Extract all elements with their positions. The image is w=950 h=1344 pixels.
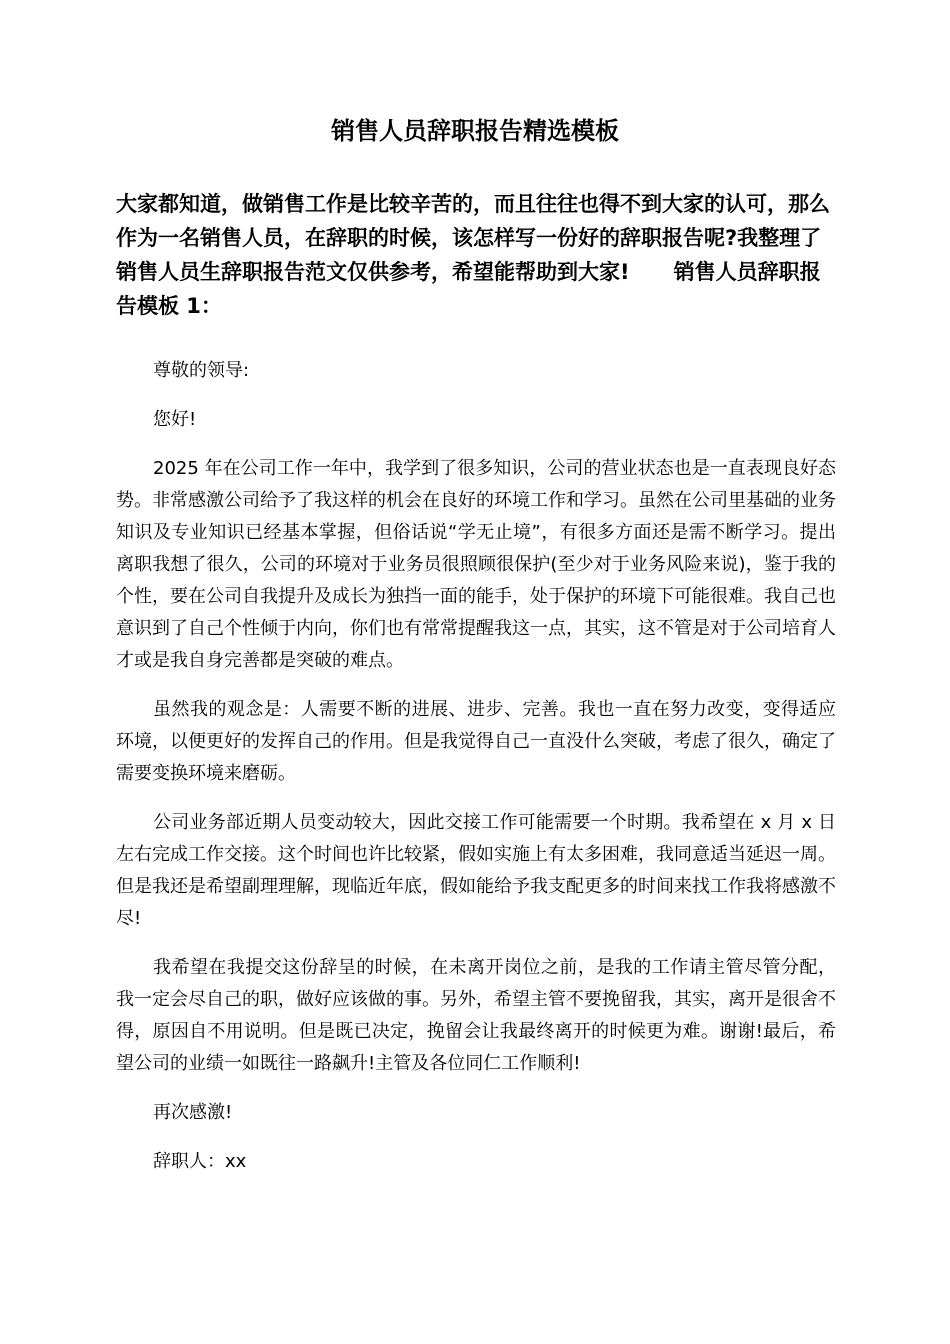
body-paragraph: 我希望在我提交这份辞呈的时候，在未离开岗位之前，是我的工作请主管尽管分配，我一定会尽自己的职，做好应该做的事。另外，希望主管不要挽留我，其实，离开是很舍不得，原因自不用说明。但是既已决定，挽留会让我最终离开的时候更为难。谢谢!最后，希望公司的业绩一如既往一路飙升!主管及各位同仁工作顺利! — [116, 957, 836, 1074]
body-paragraph: 2025 年在公司工作一年中，我学到了很多知识，公司的营业状态也是一直表现良好态势。非常感激公司给予了我这样的机会在良好的环境工作和学习。虽然在公司里基础的业务知识及专业知识已经基本掌握，但俗话说“学无止境”，有很多方面还是需不断学习。提出离职我想了很久，公司的环境对于业务员很照顾很保护(至少对于业务风险来说)，鉴于我的个性，要在公司自我提升及成长为独挡一面的能手，处于保护的环境下可能很难。我自己也意识到了自己个性倾于内向，你们也有常常提醒我这一点，其实，这不管是对于公司培育人才或是我自身完善都是突破的难点。 — [116, 458, 836, 671]
body-paragraph: 虽然我的观念是：人需要不断的进展、进步、完善。我也一直在努力改变，变得适应环境，以便更好的发挥自己的作用。但是我觉得自己一直没什么突破，考虑了很久，确定了需要变换环境来磨砺。 — [116, 699, 836, 784]
greeting: 您好! — [153, 409, 197, 430]
letter-body — [116, 355, 836, 1195]
signature-line: 辞职人：xx — [153, 1151, 247, 1172]
closing-line: 再次感激! — [153, 1102, 233, 1123]
template-heading: 销售人员辞职报告模板 1： — [116, 260, 821, 318]
intro-text: 大家都知道，做销售工作是比较辛苦的，而且往往也得不到大家的认可，那么作为一名销售人员，在辞职的时候，该怎样写一份好的辞职报告呢?我整理了销售人员生辞职报告范文仅供参考，希望能帮助到大家! — [116, 192, 830, 284]
body-paragraph: 公司业务部近期人员变动较大，因此交接工作可能需要一个时期。我希望在 x 月 x 日左右完成工作交接。这个时间也许比较紧，假如实施上有太多困难，我同意适当延迟一周。但是我还是希望副理理解，现临近年底，假如能给予我支配更多的时间来找工作我将感激不尽! — [116, 812, 836, 929]
page-title: 销售人员辞职报告精选模板 — [331, 117, 619, 145]
salutation: 尊敬的领导: — [153, 360, 250, 381]
intro-paragraph — [116, 187, 836, 323]
